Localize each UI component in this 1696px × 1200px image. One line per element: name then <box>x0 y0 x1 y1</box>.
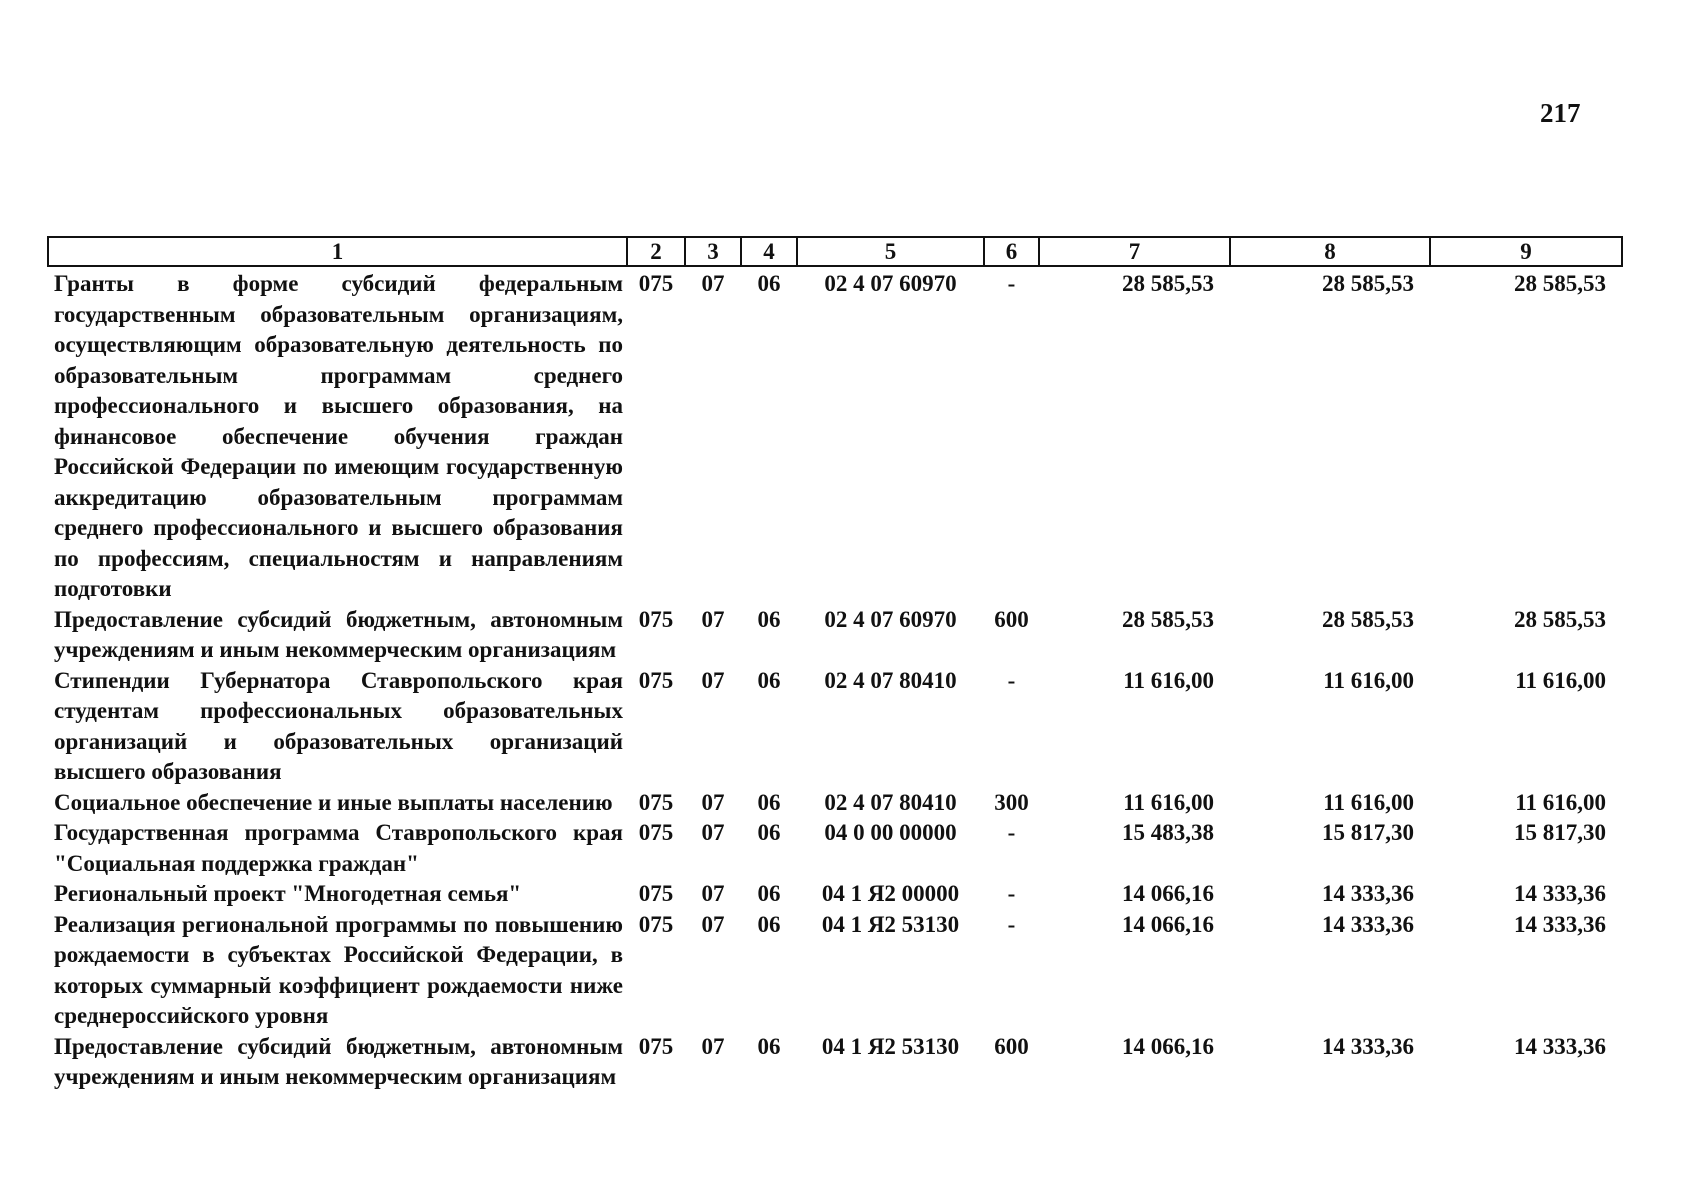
subsection-code: 06 <box>757 1033 781 1059</box>
target-article-code: 02 4 07 60970 <box>824 606 957 632</box>
subsection-code: 06 <box>757 911 781 937</box>
amount-col-8: 14 333,36 <box>1322 881 1414 906</box>
ministry-code: 075 <box>638 667 674 693</box>
column-header: 1 <box>48 237 627 266</box>
amount-col-7: 11 616,00 <box>1123 667 1214 693</box>
table-row <box>48 605 1622 666</box>
expense-type-code: - <box>1007 911 1016 937</box>
target-article-code: 04 0 00 00000 <box>824 820 957 845</box>
amount-col-9: 14 333,36 <box>1514 1033 1606 1059</box>
budget-table <box>47 236 1623 1093</box>
row-name: Социальное обеспечение и иные выплаты населению <box>54 789 613 815</box>
page-number: 217 <box>1540 98 1581 128</box>
subsection-code: 06 <box>757 881 781 906</box>
amount-col-7: 14 066,16 <box>1122 881 1214 906</box>
section-code: 07 <box>701 820 725 845</box>
table-row <box>48 788 1622 819</box>
row-name: Реализация региональной программы по повышению рождаемости в субъектах Российской Федерации, в которых суммарный коэффициент рождаемости ниже среднероссийского уровня <box>54 911 623 1028</box>
ministry-code: 075 <box>638 820 674 845</box>
row-name: Предоставление субсидий бюджетным, автономным учреждениям и иным некоммерческим организациям <box>54 1033 623 1089</box>
expense-type-code: - <box>1007 881 1016 906</box>
amount-col-8: 28 585,53 <box>1322 606 1414 632</box>
amount-col-9: 28 585,53 <box>1514 271 1606 296</box>
column-header: 5 <box>797 237 984 266</box>
expense-type-code: - <box>1007 667 1016 693</box>
target-article-code: 04 1 Я2 00000 <box>821 881 960 906</box>
subsection-code: 06 <box>757 606 781 632</box>
table-row <box>48 910 1622 1032</box>
amount-col-7: 11 616,00 <box>1123 789 1214 815</box>
ministry-code: 075 <box>638 881 674 906</box>
ministry-code: 075 <box>638 271 674 296</box>
amount-col-9: 28 585,53 <box>1514 606 1606 632</box>
subsection-code: 06 <box>757 820 781 845</box>
table-row <box>48 666 1622 788</box>
expense-type-code: 300 <box>994 789 1029 815</box>
column-header: 2 <box>627 237 685 266</box>
amount-col-8: 14 333,36 <box>1322 911 1414 937</box>
amount-col-8: 14 333,36 <box>1322 1033 1414 1059</box>
section-code: 07 <box>701 271 725 296</box>
section-code: 07 <box>701 789 725 815</box>
expense-type-code: 600 <box>994 1033 1029 1059</box>
subsection-code: 06 <box>757 667 781 693</box>
column-header: 7 <box>1039 237 1230 266</box>
amount-col-8: 11 616,00 <box>1323 789 1414 815</box>
amount-col-8: 11 616,00 <box>1323 667 1414 693</box>
column-header: 6 <box>984 237 1039 266</box>
target-article-code: 02 4 07 80410 <box>824 789 957 815</box>
amount-col-8: 28 585,53 <box>1322 271 1414 296</box>
target-article-code: 04 1 Я2 53130 <box>821 911 960 937</box>
amount-col-9: 11 616,00 <box>1515 789 1606 815</box>
expense-type-code: 600 <box>994 606 1029 632</box>
table-row <box>48 818 1622 879</box>
section-code: 07 <box>701 667 725 693</box>
table-row <box>48 879 1622 910</box>
ministry-code: 075 <box>638 911 674 937</box>
column-header: 9 <box>1430 237 1622 266</box>
amount-col-9: 11 616,00 <box>1515 667 1606 693</box>
row-name: Региональный проект "Многодетная семья" <box>54 881 522 906</box>
row-name: Гранты в форме субсидий федеральным государственным образовательным организациям, осуществляющим образовательную деятельность по образовательным программам среднего профессионального и высшего образования, на финансовое обеспечение обучения граждан Российской Федерации по имеющим государственную аккредитацию образовательным программам среднего профессионального и высшего образования по профессиям, специальностям и направлениям подготовки <box>54 271 623 601</box>
expense-type-code: - <box>1007 820 1016 845</box>
amount-col-7: 14 066,16 <box>1122 1033 1214 1059</box>
amount-col-9: 14 333,36 <box>1514 881 1606 906</box>
column-header: 4 <box>741 237 797 266</box>
target-article-code: 02 4 07 60970 <box>824 271 957 296</box>
amount-col-7: 28 585,53 <box>1122 271 1214 296</box>
amount-col-7: 15 483,38 <box>1122 820 1214 845</box>
column-header: 3 <box>685 237 741 266</box>
section-code: 07 <box>701 911 725 937</box>
amount-col-9: 14 333,36 <box>1514 911 1606 937</box>
subsection-code: 06 <box>757 789 781 815</box>
row-name: Государственная программа Ставропольского края "Социальная поддержка граждан" <box>54 820 623 876</box>
amount-col-8: 15 817,30 <box>1322 820 1414 845</box>
amount-col-7: 28 585,53 <box>1122 606 1214 632</box>
ministry-code: 075 <box>638 606 674 632</box>
target-article-code: 04 1 Я2 53130 <box>821 1033 960 1059</box>
expense-type-code: - <box>1007 271 1016 296</box>
ministry-code: 075 <box>638 1033 674 1059</box>
row-name: Стипендии Губернатора Ставропольского края студентам профессиональных образовательных организаций и образовательных организаций высшего образования <box>54 667 623 784</box>
ministry-code: 075 <box>638 789 674 815</box>
amount-col-7: 14 066,16 <box>1122 911 1214 937</box>
column-header: 8 <box>1230 237 1430 266</box>
row-name: Предоставление субсидий бюджетным, автономным учреждениям и иным некоммерческим организациям <box>54 606 623 662</box>
section-code: 07 <box>701 881 725 906</box>
table-row <box>48 1032 1622 1093</box>
column-number-row <box>48 237 1622 266</box>
section-code: 07 <box>701 1033 725 1059</box>
subsection-code: 06 <box>757 271 781 296</box>
target-article-code: 02 4 07 80410 <box>824 667 957 693</box>
amount-col-9: 15 817,30 <box>1514 820 1606 845</box>
section-code: 07 <box>701 606 725 632</box>
table-row <box>48 266 1622 605</box>
